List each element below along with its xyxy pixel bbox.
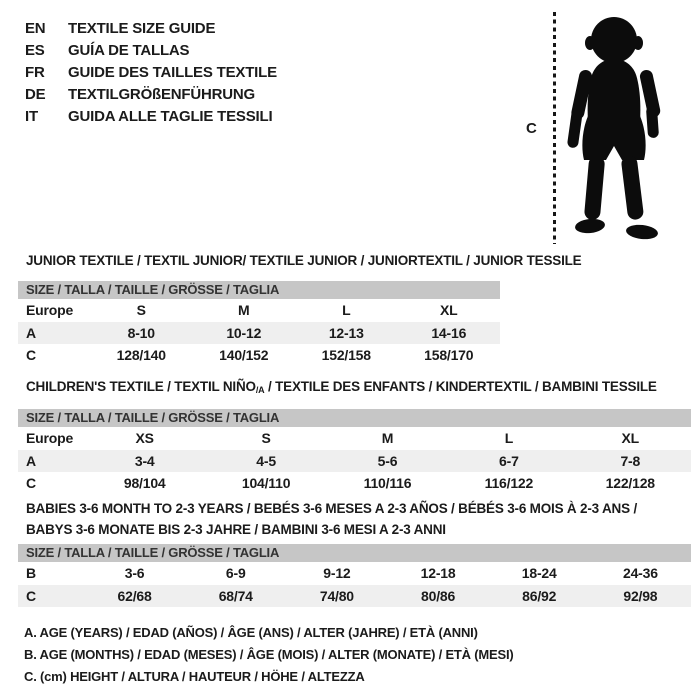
table-size-header-bar bbox=[18, 544, 691, 562]
size-value: 14-16 bbox=[431, 324, 467, 341]
size-value: 128/140 bbox=[116, 347, 166, 364]
size-value: 12-18 bbox=[420, 565, 456, 582]
size-value: S bbox=[136, 302, 146, 319]
size-value: 152/158 bbox=[321, 347, 371, 364]
section-babies-textile bbox=[18, 498, 691, 607]
table-size-header-bar bbox=[18, 281, 500, 299]
size-value: 86/92 bbox=[522, 587, 557, 604]
table-row bbox=[18, 450, 691, 473]
section-junior-textile bbox=[18, 250, 582, 367]
size-value: 3-6 bbox=[124, 565, 145, 582]
size-value: 92/98 bbox=[623, 587, 658, 604]
section-childrens-textile bbox=[18, 376, 691, 495]
language-code: EN bbox=[25, 20, 46, 37]
table-row bbox=[18, 562, 691, 585]
table-size-header-text: SIZE / TALLA / TAILLE / GRÖSSE / TAGLIA bbox=[26, 410, 280, 425]
legend-line: B. AGE (MONTHS) / EDAD (MESES) / ÂGE (MOIS) / ALTER (MONATE) / ETÀ (MESI) bbox=[24, 647, 514, 662]
table-row bbox=[18, 427, 691, 450]
row-label: C bbox=[26, 475, 36, 492]
language-row bbox=[25, 62, 277, 84]
section-title-line: CHILDREN'S TEXTILE / TEXTIL $NIÑO_{/A}$ / TEXTILE DES ENFANTS / KINDERTEXTIL / BAMBINI TESSILE bbox=[26, 379, 657, 395]
language-code: DE bbox=[25, 86, 46, 103]
size-value: 140/152 bbox=[219, 347, 269, 364]
language-row bbox=[25, 84, 277, 106]
size-value: S bbox=[261, 430, 271, 447]
size-value: 18-24 bbox=[521, 565, 557, 582]
size-value: 122/128 bbox=[605, 475, 655, 492]
row-label: A bbox=[26, 452, 36, 469]
size-value: 9-12 bbox=[323, 565, 351, 582]
language-list bbox=[25, 18, 277, 128]
guide-title: GUÍA DE TALLAS bbox=[68, 42, 190, 59]
size-value: 12-13 bbox=[328, 324, 364, 341]
size-value: 68/74 bbox=[218, 587, 253, 604]
table-size-header-text: SIZE / TALLA / TAILLE / GRÖSSE / TAGLIA bbox=[26, 282, 280, 297]
size-value: L bbox=[342, 302, 351, 319]
size-table bbox=[18, 409, 691, 495]
size-value: 80/86 bbox=[421, 587, 456, 604]
size-value: 6-7 bbox=[499, 452, 519, 469]
row-label: B bbox=[26, 565, 36, 582]
table-row bbox=[18, 322, 500, 345]
size-value: XL bbox=[440, 302, 458, 319]
guide-title: GUIDE DES TAILLES TEXTILE bbox=[68, 64, 277, 81]
table-size-header-text: SIZE / TALLA / TAILLE / GRÖSSE / TAGLIA bbox=[26, 545, 280, 560]
size-value: 24-36 bbox=[622, 565, 658, 582]
table-row bbox=[18, 585, 691, 608]
row-label: Europe bbox=[26, 302, 74, 319]
legend-line: A. AGE (YEARS) / EDAD (AÑOS) / ÂGE (ANS) / ALTER (JAHRE) / ETÀ (ANNI) bbox=[24, 625, 478, 640]
size-value: M bbox=[381, 430, 394, 447]
section-title bbox=[18, 250, 582, 271]
language-code: IT bbox=[25, 108, 38, 125]
row-label: C bbox=[26, 347, 36, 364]
size-value: 8-10 bbox=[127, 324, 155, 341]
size-value: 104/110 bbox=[241, 475, 291, 492]
height-measure-dashed-line bbox=[553, 12, 556, 244]
size-table bbox=[18, 544, 691, 607]
row-label: C bbox=[26, 587, 36, 604]
language-code: ES bbox=[25, 42, 45, 59]
language-row bbox=[25, 106, 277, 128]
toddler-silhouette-icon bbox=[562, 10, 670, 246]
row-label: Europe bbox=[26, 430, 74, 447]
table-size-header-bar bbox=[18, 409, 691, 427]
section-title-line: BABIES 3-6 MONTH TO 2-3 YEARS / BEBÉS 3-6 MESES A 2-3 AÑOS / BÉBÉS 3-6 MOIS À 2-3 ANS / bbox=[26, 501, 637, 516]
size-value: 7-8 bbox=[620, 452, 641, 469]
size-value: 4-5 bbox=[256, 452, 276, 469]
size-value: 98/104 bbox=[123, 475, 166, 492]
table-row bbox=[18, 472, 691, 495]
height-measure-label: C bbox=[526, 120, 537, 137]
size-value: M bbox=[238, 302, 250, 319]
section-title-line: BABYS 3-6 MONATE BIS 2-3 JAHRE / BAMBINI 3-6 MESI A 2-3 ANNI bbox=[26, 522, 446, 537]
language-row bbox=[25, 18, 277, 40]
section-title bbox=[18, 376, 691, 401]
guide-title: TEXTILGRÖßENFÜHRUNG bbox=[68, 86, 256, 103]
size-value: XS bbox=[135, 430, 154, 447]
language-row bbox=[25, 40, 277, 62]
size-value: 158/170 bbox=[424, 347, 474, 364]
section-title-line: JUNIOR TEXTILE / TEXTIL JUNIOR/ TEXTILE JUNIOR / JUNIORTEXTIL / JUNIOR TESSILE bbox=[26, 253, 582, 268]
size-value: 5-6 bbox=[377, 452, 398, 469]
row-label: A bbox=[26, 324, 36, 341]
size-value: 6-9 bbox=[225, 565, 246, 582]
size-value: 116/122 bbox=[484, 475, 534, 492]
table-row bbox=[18, 299, 500, 322]
measurement-figure bbox=[520, 8, 700, 248]
size-value: 74/80 bbox=[319, 587, 354, 604]
guide-title: TEXTILE SIZE GUIDE bbox=[68, 20, 216, 37]
size-value: 110/116 bbox=[363, 475, 412, 492]
section-title bbox=[18, 498, 691, 540]
size-table bbox=[18, 281, 500, 367]
legend-line: C. (cm) HEIGHT / ALTURA / HAUTEUR / HÖHE / ALTEZZA bbox=[24, 669, 365, 684]
table-row bbox=[18, 344, 500, 367]
guide-title: GUIDA ALLE TAGLIE TESSILI bbox=[68, 108, 273, 125]
size-value: XL bbox=[621, 430, 640, 447]
size-value: 10-12 bbox=[226, 324, 262, 341]
size-value: 3-4 bbox=[134, 452, 155, 469]
size-value: L bbox=[504, 430, 514, 447]
legend bbox=[24, 622, 514, 688]
language-code: FR bbox=[25, 64, 45, 81]
size-value: 62/68 bbox=[117, 587, 152, 604]
